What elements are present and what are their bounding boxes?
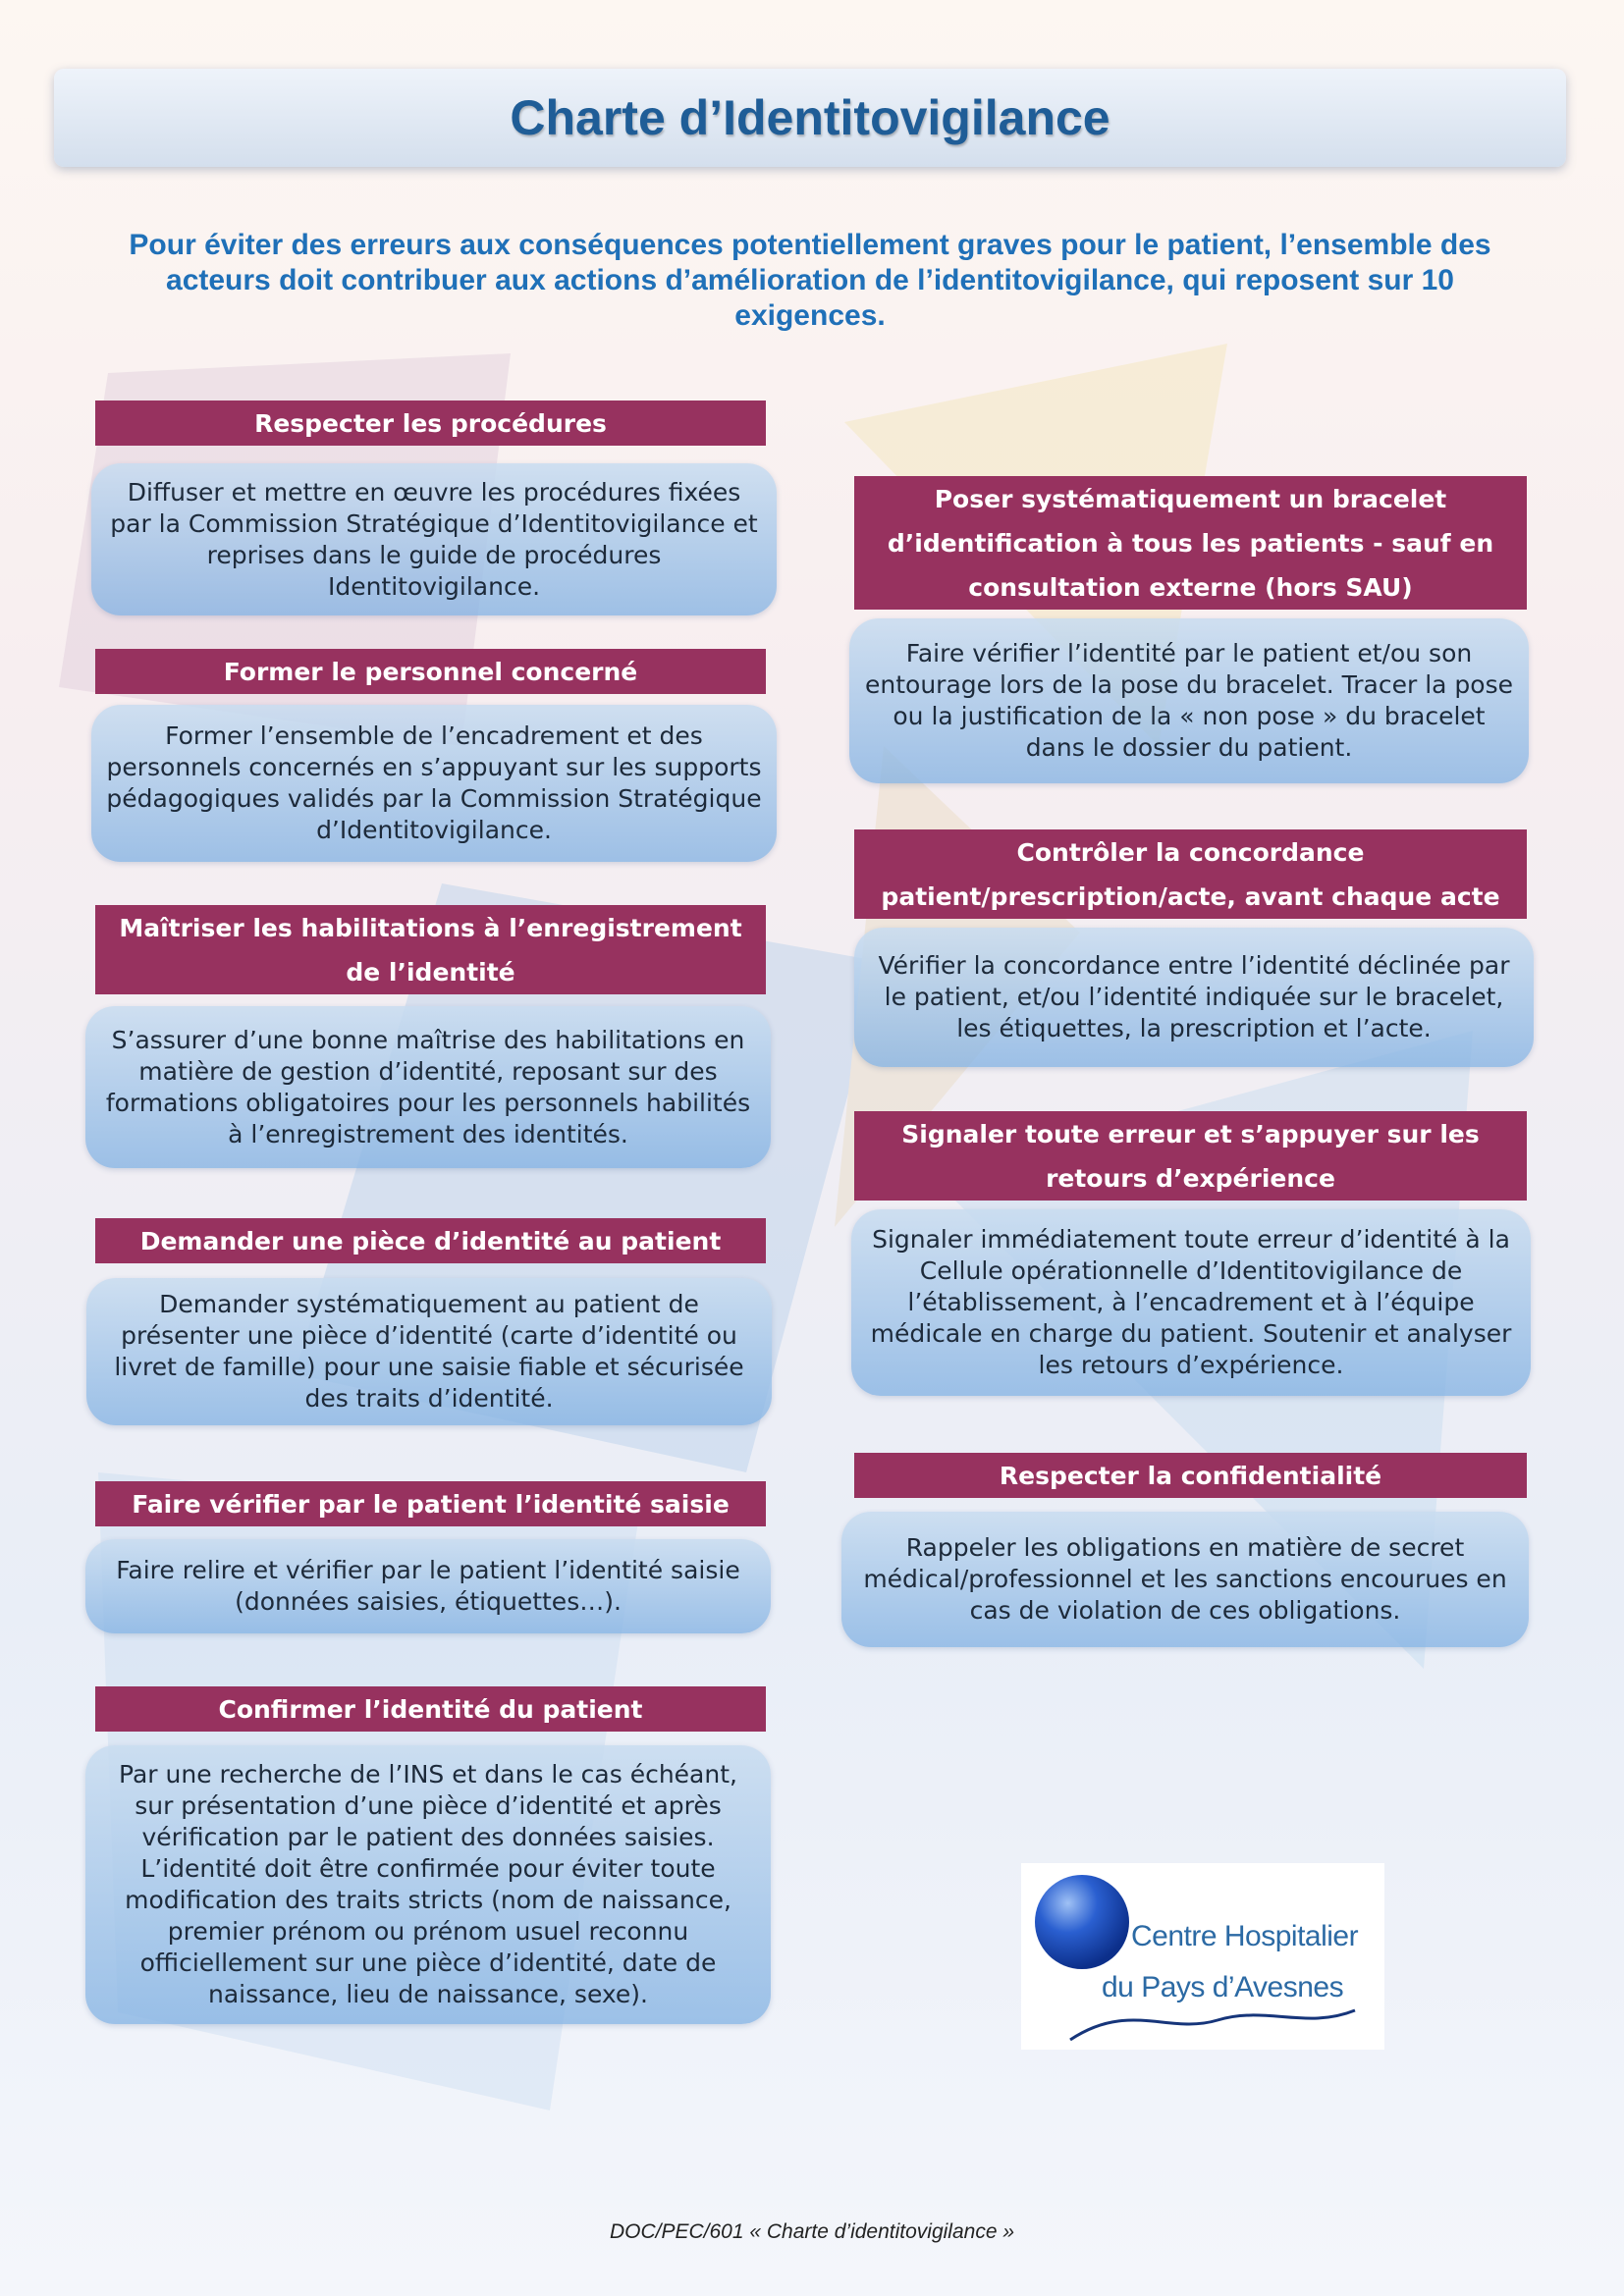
- section-text: Rappeler les obligations en matière de secret médical/professionnel et les sanctions encourues en cas de violation de ces obligations.: [841, 1512, 1529, 1647]
- section-heading: Respecter la confidentialité: [854, 1453, 1527, 1498]
- section-heading: Poser systématiquement un bracelet d’identification à tous les patients - sauf en consultation externe (hors SAU): [854, 476, 1527, 610]
- section-heading: Respecter les procédures: [95, 400, 766, 446]
- section-text: Diffuser et mettre en œuvre les procédures fixées par la Commission Stratégique d’Identitovigilance et reprises dans le guide de procédures Identitovigilance.: [91, 463, 777, 615]
- logo-line-1: Centre Hospitalier: [1131, 1920, 1359, 1952]
- section-heading: Demander une pièce d’identité au patient: [95, 1218, 766, 1263]
- section-heading: Signaler toute erreur et s’appuyer sur les retours d’expérience: [854, 1111, 1527, 1201]
- section-text: Par une recherche de l’INS et dans le cas échéant, sur présentation d’une pièce d’identité et après vérification par le patient des données saisies. L’identité doit être confirmée pour éviter toute modification des traits stricts (nom de naissance, premier prénom ou prénom usuel reconnu officiellement sur une pièce d’identité, date de naissance, lieu de naissance, sexe).: [85, 1745, 771, 2024]
- section-text: Faire relire et vérifier par le patient l’identité saisie (données saisies, étiquettes…).: [85, 1539, 771, 1633]
- globe-icon: [1021, 1863, 1384, 2050]
- page-title: Charte d’Identitovigilance: [510, 90, 1110, 145]
- section-text: Faire vérifier l’identité par le patient et/ou son entourage lors de la pose du bracelet. Tracer la pose ou la justification de la « non pose » du bracelet dans le dossier du patient.: [849, 618, 1529, 783]
- section-text: Demander systématiquement au patient de présenter une pièce d’identité (carte d’identité ou livret de famille) pour une saisie fiable et sécurisée des traits d’identité.: [86, 1278, 772, 1425]
- section-text: Vérifier la concordance entre l’identité déclinée par le patient, et/ou l’identité indiquée sur le bracelet, les étiquettes, la prescription et l’acte.: [854, 928, 1534, 1067]
- hospital-logo: [1021, 1863, 1384, 2050]
- section-text: Signaler immédiatement toute erreur d’identité à la Cellule opérationnelle d’Identitovigilance de l’établissement, à l’encadrement et à l’équipe médicale en charge du patient. Soutenir et analyser les retours d’expérience.: [851, 1209, 1531, 1396]
- section-text: S’assurer d’une bonne maîtrise des habilitations en matière de gestion d’identité, reposant sur des formations obligatoires pour les personnels habilités à l’enregistrement des identités.: [85, 1006, 771, 1168]
- section-heading: Faire vérifier par le patient l’identité saisie: [95, 1481, 766, 1526]
- section-heading: Contrôler la concordance patient/prescription/acte, avant chaque acte: [854, 829, 1527, 919]
- document-reference: DOC/PEC/601 « Charte d’identitovigilance »: [609, 2220, 1015, 2243]
- section-text: Former l’ensemble de l’encadrement et des personnels concernés en s’appuyant sur les supports pédagogiques validés par la Commission Stratégique d’Identitovigilance.: [91, 705, 777, 862]
- intro-text: Pour éviter des erreurs aux conséquences potentiellement graves pour le patient, l’ensemble des acteurs doit contribuer aux actions d’amélioration de l’identitovigilance, qui reposent sur 10 exigences.: [129, 229, 1491, 332]
- section-heading: Maîtriser les habilitations à l’enregistrement de l’identité: [95, 905, 766, 994]
- section-heading: Former le personnel concerné: [95, 649, 766, 694]
- title-banner: [54, 69, 1566, 167]
- section-heading: Confirmer l’identité du patient: [95, 1686, 766, 1732]
- logo-line-2: du Pays d’Avesnes: [1102, 1971, 1344, 2003]
